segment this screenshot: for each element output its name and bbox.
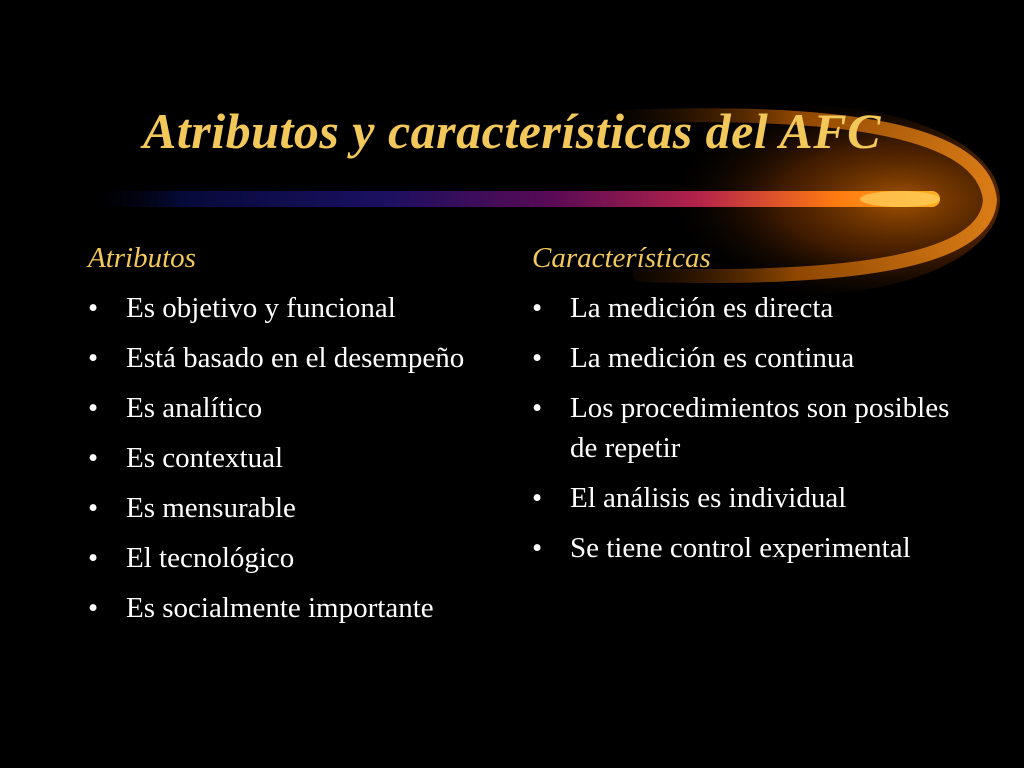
list-item — [88, 288, 508, 328]
list-item-text: Es contextual — [126, 442, 284, 474]
bullet-icon: • — [532, 392, 543, 424]
list-item-text: La medición es directa — [570, 292, 834, 324]
characteristics-list — [532, 288, 952, 568]
attributes-column — [88, 238, 508, 638]
list-item-text: Es mensurable — [126, 492, 296, 524]
list-item-text: La medición es continua — [570, 342, 855, 374]
list-item — [532, 528, 952, 568]
attributes-list — [88, 288, 508, 628]
bullet-icon: • — [88, 442, 99, 474]
list-item-text: Es socialmente importante — [126, 592, 434, 624]
list-item-text: El tecnológico — [126, 542, 295, 574]
list-item — [88, 438, 508, 478]
list-item — [532, 338, 952, 378]
list-item — [532, 388, 952, 468]
characteristics-column — [532, 238, 952, 578]
list-item — [88, 488, 508, 528]
bullet-icon: • — [532, 292, 543, 324]
swoosh-bar-highlight — [860, 191, 940, 207]
bullet-icon: • — [88, 492, 99, 524]
list-item — [88, 388, 508, 428]
list-item-text: Es objetivo y funcional — [126, 292, 396, 324]
attributes-heading: Atributos — [88, 242, 196, 274]
bullet-icon: • — [88, 342, 99, 374]
list-item — [88, 338, 508, 378]
list-item-text: Se tiene control experimental — [570, 532, 911, 564]
list-item-text: Los procedimientos son posibles de repetir — [570, 392, 950, 464]
list-item-text: Está basado en el desempeño — [126, 342, 465, 374]
list-item — [532, 288, 952, 328]
bullet-icon: • — [532, 532, 543, 564]
bullet-icon: • — [88, 542, 99, 574]
list-item — [88, 538, 508, 578]
bullet-icon: • — [88, 392, 99, 424]
bullet-icon: • — [88, 292, 99, 324]
list-item-text: El análisis es individual — [570, 482, 847, 514]
bullet-icon: • — [532, 482, 543, 514]
characteristics-heading: Características — [532, 242, 711, 274]
bullet-icon: • — [88, 592, 99, 624]
bullet-icon: • — [532, 342, 543, 374]
list-item-text: Es analítico — [126, 392, 263, 424]
list-item — [88, 588, 508, 628]
swoosh-bar — [80, 191, 940, 207]
list-item — [532, 478, 952, 518]
slide-title: Atributos y características del AFC — [143, 103, 881, 159]
